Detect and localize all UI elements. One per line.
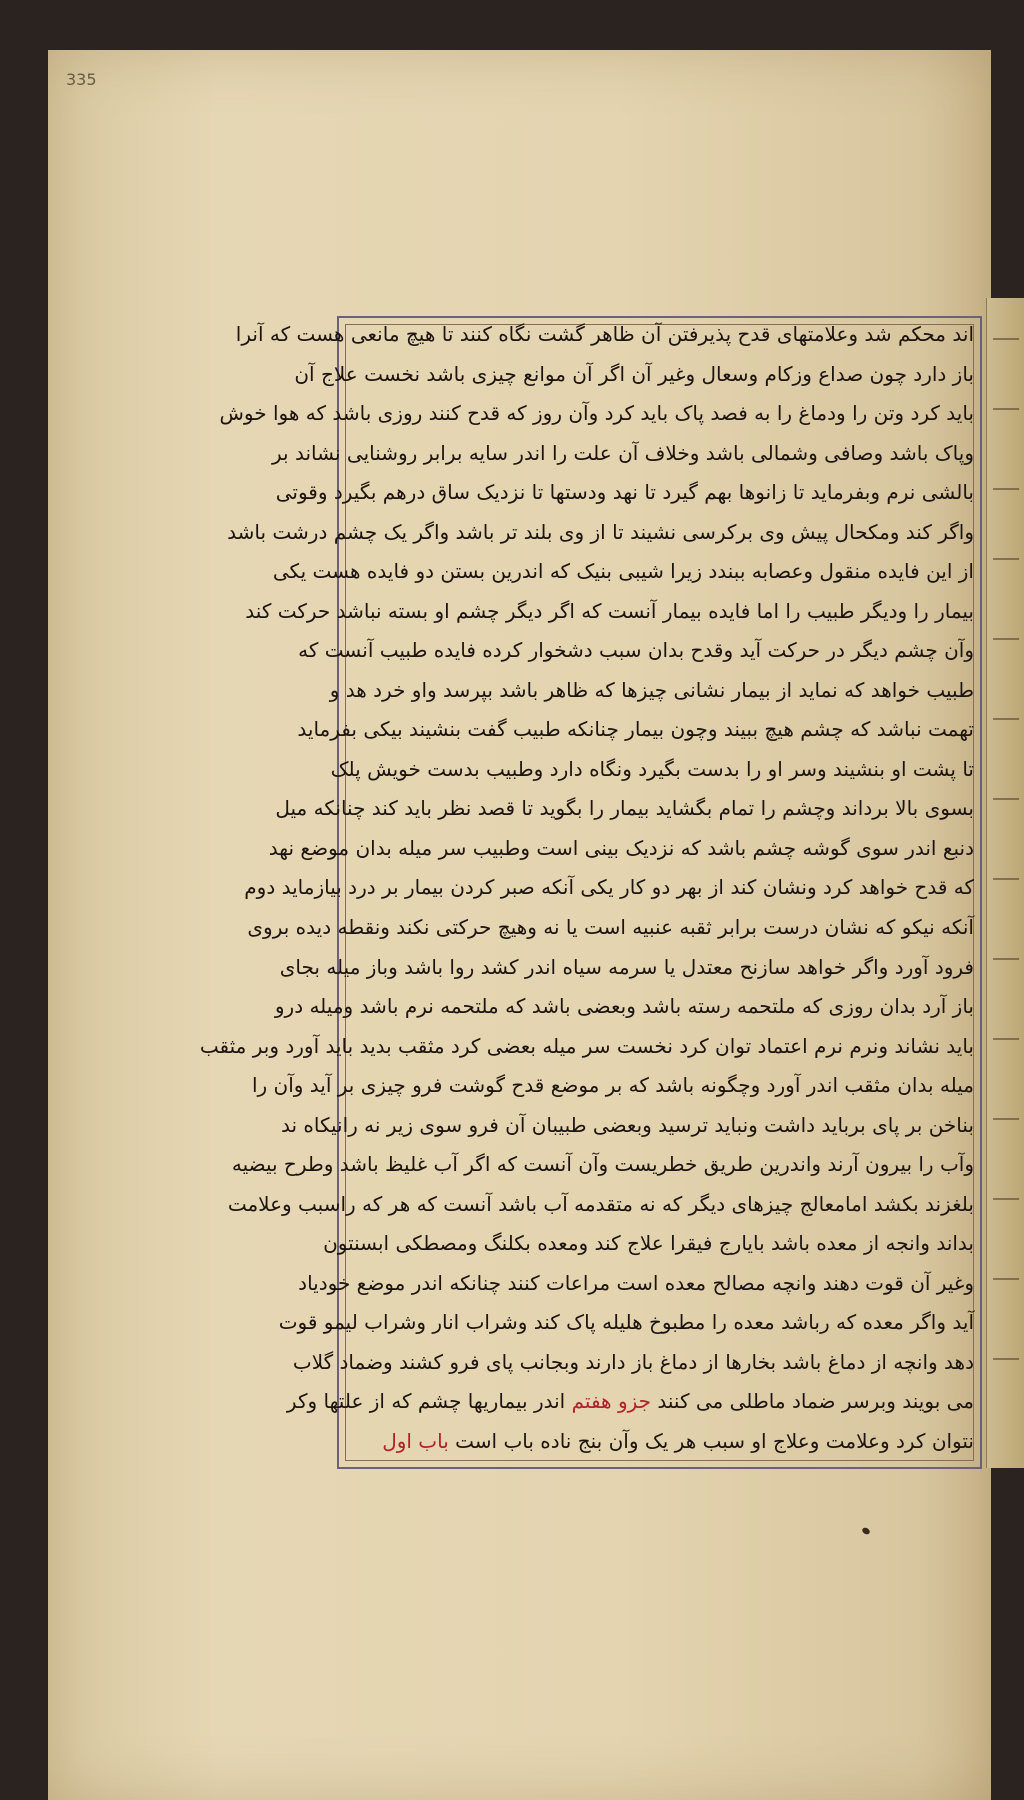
text-line: دنبع اندر سوی گوشه چشم باشد که نزدیک بینی است وطبیب سر میله بدان موضع نهد (268, 835, 974, 860)
text-line: بیمار را ودیگر طبیب را اما فایده بیمار آنست که اگر دیگر چشم او بسته نباشد حرکت کند (245, 598, 974, 623)
text-line: بالشی نرم وبفرماید تا زانوها بهم گیرد تا نهد ودستها تا نزدیک ساق درهم بگیرد وقوتی (275, 480, 974, 505)
folio-number: 335 (66, 70, 97, 89)
text-line: آید واگر معده که رباشد معده را مطبوخ هلیله پاک کند وشراب انار وشراب لیمو قوت (278, 1310, 974, 1335)
text-line: از این فایده منقول وعصابه ببندد زیرا شیبی بنیک که اندرین بستن دو فایده هست یکی (272, 559, 974, 584)
rubric-heading: باب اول (382, 1428, 449, 1453)
text-line: که قدح خواهد کرد ونشان کند از بهر دو کار یکی آنکه صبر کردن بیمار بر درد بیازماید دوم (244, 875, 974, 900)
text-line: واگر کند ومکحال پیش وی برکرسی نشیند تا از وی بلند تر باشد واگر یک چشم درشت باشد (227, 519, 974, 544)
main-text-block (199, 318, 974, 1458)
text-line: وغیر آن قوت دهند وانچه مصالح معده است مراعات کنند چنانکه اندر موضع خودیاد (298, 1270, 974, 1295)
text-line: بداند وانجه از معده باشد بایارج فیقرا علاج کند ومعده بکلنگ ومصطکی ابسنتون (323, 1231, 974, 1256)
rubric-heading: جزو هفتم (571, 1389, 652, 1414)
text-line: باز دارد چون صداع وزکام وسعال وغیر آن اگر آن موانع چیزی باشد نخست علاج آن (294, 361, 974, 386)
text-line: طبیب خواهد که نماید از بیمار نشانی چیزها که ظاهر باشد بپرسد واو خرد هد و (329, 677, 974, 702)
text-line: فرود آورد واگر خواهد سازنح معتدل یا سرمه سیاه اندر کشد روا باشد وباز میله بجای (279, 954, 974, 979)
text-line: بسوی بالا برداند وچشم را تمام بگشاید بیمار را بگوید تا قصد نظر باید کند چنانکه میل (275, 796, 974, 821)
text-line: تا پشت او بنشیند وسر او را بدست بگیرد ونگاه دارد وطبیب بدست خویش پلک (330, 756, 974, 781)
text-line: باید نشاند ونرم نرم اعتماد توان کرد نخست سر میله بعضی کرد مثقب بدید باید آورد وبر مثقب (199, 1033, 974, 1058)
adjacent-page-edge (986, 298, 1024, 1468)
text-line: وآن چشم دیگر در حرکت آید وقدح بدان سبب دشخوار کرده فایده طبیب آنست که (298, 638, 974, 663)
text-line: دهد وانچه از دماغ باشد بخارها از دماغ باز دارند وبجانب پای فرو کشند وضماد گلاب (292, 1349, 974, 1374)
text-line: می بویند وبرسر ضماد ماطلی می کنند جزو هفتم اندر بیماریها چشم که از علتها وکر (286, 1389, 974, 1414)
text-line: وآب را بیرون آرند واندرین طریق خطریست وآن آنست که اگر آب غلیظ باشد وطرح بیضیه (231, 1152, 974, 1177)
text-line: بناخن بر پای برباید داشت ونباید ترسید وبعضی طبیبان آن فرو سوی زیر نه رانیکاه ند (280, 1112, 974, 1137)
text-line: آنکه نیکو که نشان درست برابر ثقبه عنبیه است یا نه وهیچ حرکتی نکند ونقطه دیده بروی (247, 914, 974, 939)
text-line: باز آرد بدان روزی که ملتحمه رسته باشد وبعضی باشد که ملتحمه نرم باشد ومیله درو (274, 994, 974, 1019)
text-line: بلغزند بکشد امامعالج چیزهای دیگر که نه متقدمه آب باشد آنست که هر که راسبب وعلامت (227, 1191, 974, 1216)
text-line: تهمت نباشد که چشم هیچ ببیند وچون بیمار چنانکه طبیب گفت بنشیند بیکی بفرماید (297, 717, 974, 742)
text-line: وپاک باشد وصافی وشمالی باشد وخلاف آن علت را اندر سایه برابر روشنایی نشاند بر (272, 440, 974, 465)
text-line: نتوان کرد وعلامت وعلاج او سبب هر یک وآن بنج ناده باب است باب اول (382, 1428, 974, 1453)
text-line: اند محکم شد وعلامتهای قدح پذیرفتن آن ظاهر گشت نگاه کنند تا هیچ مانعی هست که آنرا (235, 322, 974, 346)
text-line: میله بدان مثقب اندر آورد وچگونه باشد که بر موضع قدح گوشت فرو چیزی بر آید وآن را (251, 1073, 974, 1098)
text-line: باید کرد وتن را ودماغ را به فصد پاک باید کرد وآن روز که قدح کنند روزی باشد که هوا خوش (219, 401, 974, 426)
